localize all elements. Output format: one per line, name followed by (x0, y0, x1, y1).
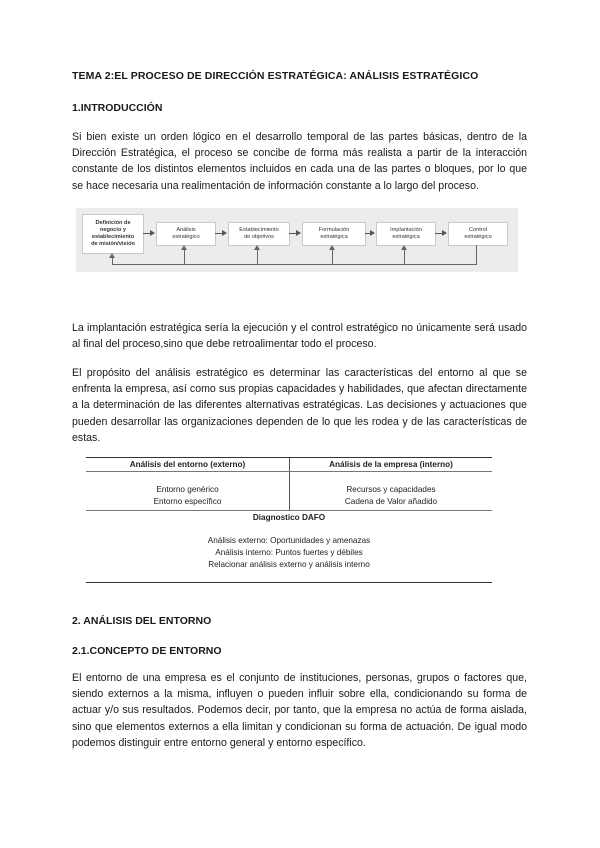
dafo-item: Análisis externo: Oportunidades y amenazas (207, 536, 371, 545)
arrow-head-icon (222, 230, 227, 236)
subsection-heading-concepto: 2.1.CONCEPTO DE ENTORNO (72, 645, 222, 657)
arrow-up-icon (401, 245, 407, 250)
diagram-step-implantacion: Implantación estratégica (376, 222, 436, 246)
feedback-line (404, 249, 405, 265)
arrow-up-icon (329, 245, 335, 250)
section-heading-introduccion: 1.INTRODUCCIÓN (72, 102, 163, 114)
feedback-line (332, 249, 333, 265)
table-cell: Entorno específico (153, 497, 222, 506)
diagram-step-objetivos: Establecimiento de objetivos (228, 222, 290, 246)
arrow-head-icon (150, 230, 155, 236)
proposito-paragraph: El propósito del análisis estratégico es determinar las características del entorno al que se enfrenta la empresa, así como sus propias capacidades y habilidades, que afectan directamente a la determinación de las diferentes alternativas estratégicas. Las decisiones y actuaciones que pueden desarrollar las organizaciones dependen de lo que les rodea y de las características de estas. (72, 367, 527, 444)
diagram-step-mision: Definición de negocio y establecimiento de misión/visión (82, 214, 144, 254)
process-diagram (76, 208, 518, 272)
analysis-table (86, 457, 492, 583)
section-heading-analisis-entorno: 2. ANÁLISIS DEL ENTORNO (72, 615, 212, 627)
intro-paragraph: Si bien existe un orden lógico en el desarrollo temporal de las partes básicas, dentro de la Dirección Estratégica, el proceso se concibe de forma más realista a partir de la interacción constante de los distintos elementos incluidos en cada una de las partes o bloques, por lo que se hace necesaria una realimentación de información constante a lo largo del proceso. (72, 131, 527, 192)
diagram-step-formulacion: Formulación estratégica (302, 222, 366, 246)
table-header-rule (86, 471, 492, 472)
table-header-entorno: Análisis del entorno (externo) (129, 460, 246, 469)
table-cell: Recursos y capacidades (346, 485, 436, 494)
table-mid-rule (86, 510, 492, 511)
table-bottom-rule (86, 582, 492, 583)
dafo-item: Relacionar análisis externo y análisis interno (208, 560, 370, 569)
arrow-up-icon (109, 253, 115, 258)
arrow-up-icon (181, 245, 187, 250)
arrow-up-icon (254, 245, 260, 250)
feedback-line (112, 258, 113, 265)
table-header-empresa: Análisis de la empresa (interno) (329, 460, 453, 469)
feedback-line (112, 264, 477, 265)
table-cell: Cadena de Valor añadido (344, 497, 438, 506)
dafo-item: Análisis interno: Puntos fuertes y débiles (215, 548, 363, 557)
arrow-head-icon (296, 230, 301, 236)
feedback-line (476, 245, 477, 265)
entorno-paragraph: El entorno de una empresa es el conjunto de instituciones, personas, grupos o factores que, siendo externos a la misma, influyen o pueden influir sobre ella, condicionando su forma de actuar y/o sus resultados. Podemos decir, por tanto, que la empresa no actúa de forma aislada, sino que elementos externos a ella limitan y condicionan su forma de actuación. De igual modo podemos distinguir entre entorno general y entorno específico. (72, 672, 527, 749)
feedback-line (257, 249, 258, 265)
diagram-step-analisis: Análisis estratégico (156, 222, 216, 246)
arrow-head-icon (442, 230, 447, 236)
feedback-line (184, 249, 185, 265)
page-title: TEMA 2:EL PROCESO DE DIRECCIÓN ESTRATÉGICA: ANÁLISIS ESTRATÉGICO (72, 70, 479, 82)
dafo-title: Diagnostico DAFO (252, 513, 326, 522)
diagram-step-control: Control estratégico (448, 222, 508, 246)
arrow-head-icon (370, 230, 375, 236)
implantacion-paragraph: La implantación estratégica sería la ejecución y el control estratégico no únicamente será usado al final del proceso,sino que debe retroalimentar todo el proceso. (72, 322, 527, 351)
table-cell: Entorno genérico (156, 485, 219, 494)
